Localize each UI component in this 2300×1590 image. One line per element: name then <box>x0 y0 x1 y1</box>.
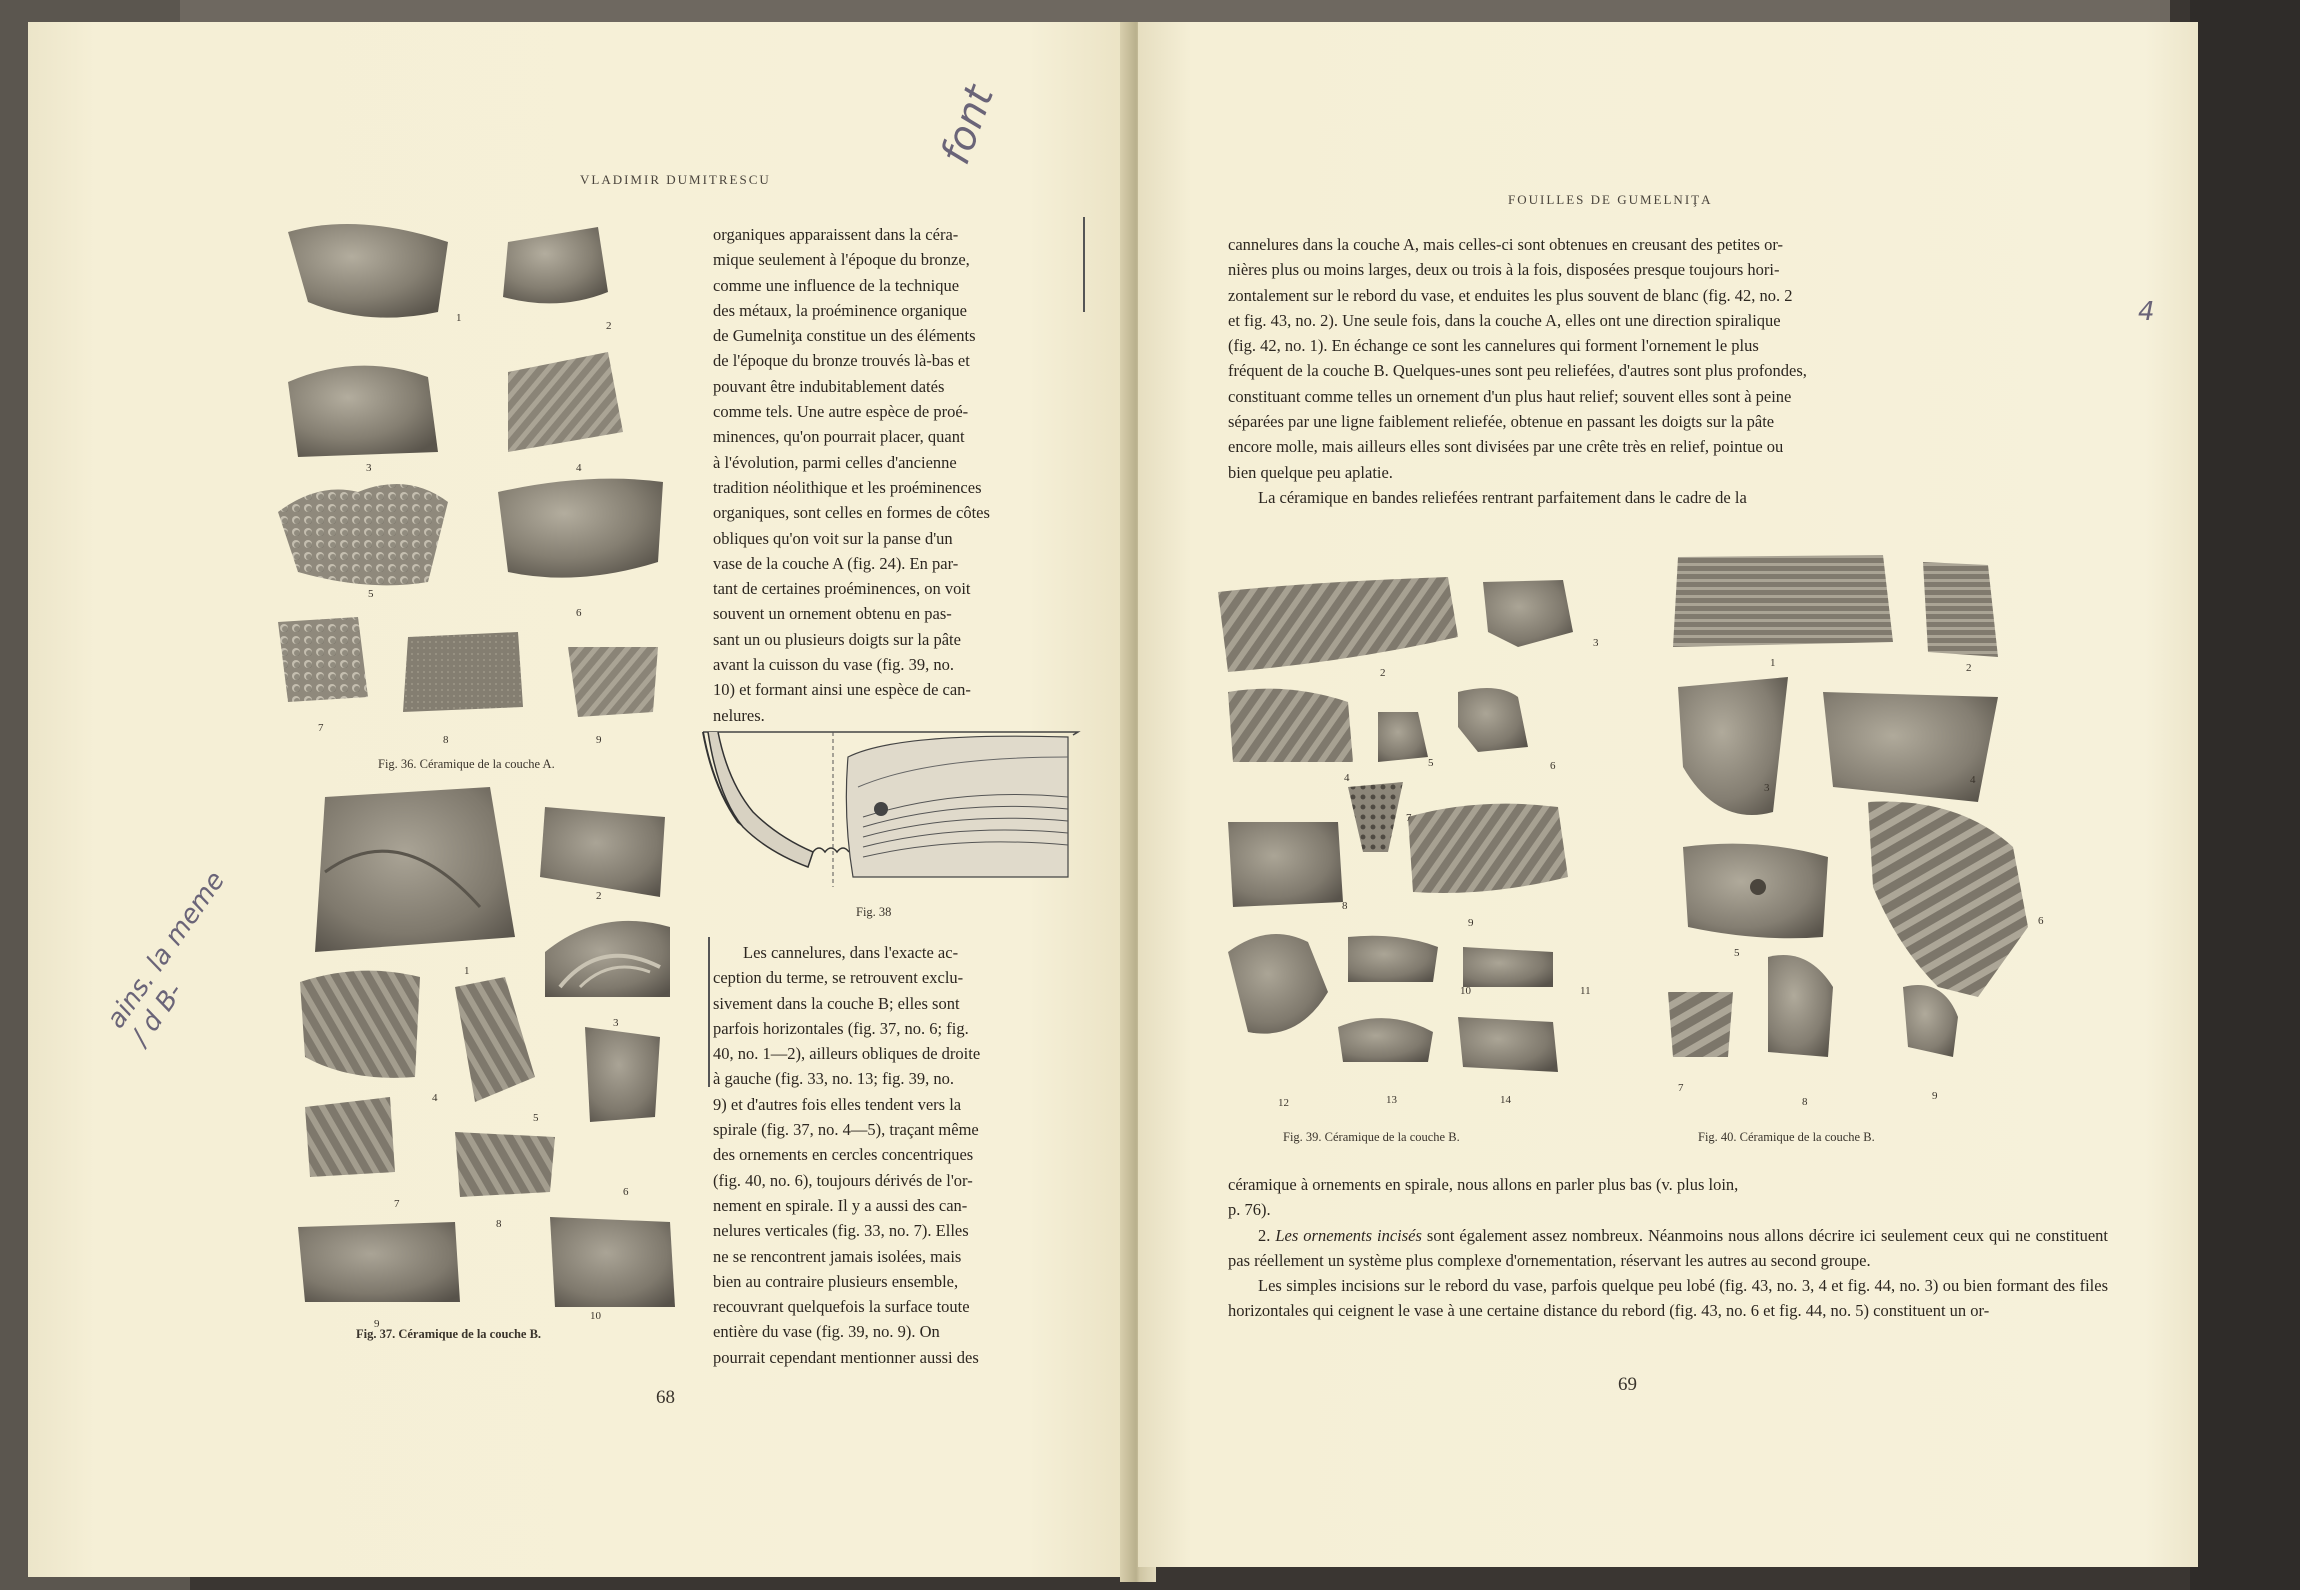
fig36-number: 6 <box>576 607 582 619</box>
text-line: nelures. <box>713 705 765 725</box>
text-line: séparées par une ligne faiblement reliefée, obtenue en passant les doigts sur la pâte <box>1228 412 1775 432</box>
text-line: constituant comme telles un ornement d'un plus haut relief; souvent elles sont à peine <box>1228 386 1792 406</box>
text-line: minences, qu'on pourrait placer, quant <box>713 427 965 447</box>
text-line: 40, no. 1—2), ailleurs obliques de droite <box>713 1044 981 1064</box>
fig37-number: 2 <box>596 890 602 902</box>
fig39-number: 3 <box>1593 637 1599 649</box>
fig36-number: 9 <box>596 734 602 746</box>
right-text-top <box>1228 232 2108 510</box>
margin-line <box>708 937 710 1087</box>
text-line: ception du terme, se retrouvent exclu- <box>713 968 964 988</box>
margin-mark: 4 <box>2138 297 2155 327</box>
left-text-top <box>713 222 1093 728</box>
text-line: organiques, sont celles en formes de côtes <box>713 503 990 523</box>
fig40-plate <box>1658 547 2058 1097</box>
fig37-number: 9 <box>374 1318 380 1330</box>
fig39-number: 13 <box>1386 1094 1397 1106</box>
running-head-right: FOUILLES DE GUMELNIŢA <box>1508 192 1713 207</box>
fig40-number: 8 <box>1802 1096 1808 1108</box>
fig39-number: 11 <box>1580 985 1591 997</box>
paragraph-label: 2. <box>1258 1225 1276 1245</box>
text-line: de l'époque du bronze trouvés là-bas et <box>713 351 970 371</box>
fig39-number: 4 <box>1344 772 1350 784</box>
handwritten-note-margin: ains. la meme / d B- <box>101 866 232 1052</box>
text-line: (fig. 42, no. 1). En échange ce sont les cannelures qui forment l'ornement le plus <box>1228 336 1759 356</box>
fig37-number: 6 <box>623 1186 629 1198</box>
text-line: sant un ou plusieurs doigts sur la pâte <box>713 629 961 649</box>
text-line: (fig. 40, no. 6), toujours dérivés de l'or- <box>713 1170 973 1190</box>
handwritten-note-top: font <box>932 79 1004 171</box>
text-line: organiques apparaissent dans la céra- <box>713 225 959 244</box>
fig40-number: 5 <box>1734 947 1740 959</box>
fig40-number: 7 <box>1678 1082 1684 1094</box>
fig36-number: 3 <box>366 462 372 474</box>
text-line: parfois horizontales (fig. 37, no. 6; fig. <box>713 1018 969 1038</box>
left-text-bottom <box>713 940 1093 1370</box>
text-line: des métaux, la proéminence organique <box>713 300 967 320</box>
text-line: sivement dans la couche B; elles sont <box>713 993 960 1013</box>
fig39-number: 8 <box>1342 900 1348 912</box>
right-text-bottom <box>1228 1172 2108 1324</box>
text-line: nières plus ou moins larges, deux ou trois à la fois, disposées presque toujours hori- <box>1228 260 1780 280</box>
text-line: 9) et d'autres fois elles tendent vers la <box>713 1094 962 1114</box>
fig36-number: 7 <box>318 722 324 734</box>
fig36-plate <box>278 202 698 762</box>
text-line: bien au contraire plusieurs ensemble, <box>713 1271 959 1291</box>
page-number-right: 69 <box>1618 1374 1637 1395</box>
text-line: et fig. 43, no. 2). Une seule fois, dans la couche A, elles ont une direction spiralique <box>1228 310 1781 330</box>
text-line: mique seulement à l'époque du bronze, <box>713 250 970 270</box>
text-line: La céramique en bandes reliefées rentrant parfaitement dans le cadre de la <box>1258 487 1747 507</box>
fig38-caption: Fig. 38 <box>856 905 892 919</box>
fig36-number: 4 <box>576 462 582 474</box>
text-line: spirale (fig. 37, no. 4—5), traçant même <box>713 1120 979 1140</box>
fig36-caption: Fig. 36. Céramique de la couche A. <box>378 757 555 771</box>
fig40-number: 9 <box>1932 1090 1938 1102</box>
text-line: 10) et formant ainsi une espèce de can- <box>713 680 971 700</box>
text-line: ne se rencontrent jamais isolées, mais <box>713 1246 962 1266</box>
fig39-caption: Fig. 39. Céramique de la couche B. <box>1283 1130 1460 1144</box>
text-line: cannelures dans la couche A, mais celles-ci sont obtenues en creusant des petites or- <box>1228 235 1783 254</box>
fig37-number: 4 <box>432 1092 438 1104</box>
text-line: p. 76). <box>1228 1200 1271 1220</box>
fig40-number: 2 <box>1966 662 1972 674</box>
text-line: tradition néolithique et les proéminences <box>713 477 982 497</box>
text-line: Les cannelures, dans l'exacte ac- <box>743 943 959 962</box>
paragraph-emphasis: Les ornements incisés <box>1275 1225 1422 1245</box>
text-line: souvent un ornement obtenu en pas- <box>713 604 952 624</box>
paragraph-text: sont également assez nombreux. Néanmoins nous allons décrire ici seulement ceux qui ne constituent pas réellement un système plus complexe d'ornementation, réservant les autres au second groupe. <box>1228 1225 2108 1270</box>
text-line: pourrait cependant mentionner aussi des <box>713 1347 979 1367</box>
text-line: obliques qu'on voit sur la panse d'un <box>713 528 953 548</box>
text-line: comme une influence de la technique <box>713 275 960 295</box>
text-line: zontalement sur le rebord du vase, et enduites les plus souvent de blanc (fig. 42, no. 2 <box>1228 285 1793 305</box>
fig39-number: 5 <box>1428 757 1434 769</box>
fig40-number: 4 <box>1970 774 1976 786</box>
fig39-number: 6 <box>1550 760 1556 772</box>
fig39-number: 14 <box>1500 1094 1511 1106</box>
fig39-number: 10 <box>1460 985 1471 997</box>
text-line: entière du vase (fig. 39, no. 9). On <box>713 1322 940 1342</box>
right-page <box>1138 22 2198 1567</box>
text-line: comme tels. Une autre espèce de proé- <box>713 402 969 422</box>
fig40-number: 6 <box>2038 915 2044 927</box>
fig37-number: 7 <box>394 1198 400 1210</box>
fig37-number: 10 <box>590 1310 601 1322</box>
text-line: encore molle, mais ailleurs elles sont divisées par une crête très en relief, pointue ou <box>1228 437 1784 457</box>
text-line: nelures verticales (fig. 33, no. 7). Elles <box>713 1221 969 1241</box>
fig37-plate <box>290 777 710 1337</box>
text-line: fréquent de la couche B. Quelques-unes sont peu reliefées, d'autres sont plus profondes, <box>1228 361 1807 381</box>
fig39-number: 7 <box>1406 812 1412 824</box>
text-line: vase de la couche A (fig. 24). En par- <box>713 553 959 573</box>
text-line: des ornements en cercles concentriques <box>713 1145 974 1165</box>
fig39-number: 9 <box>1468 917 1474 929</box>
left-page <box>28 22 1138 1577</box>
text-line: recouvrant quelquefois la surface toute <box>713 1297 970 1317</box>
text-line: nement en spirale. Il y a aussi des can- <box>713 1195 968 1215</box>
fig39-number: 12 <box>1278 1097 1289 1109</box>
running-head-left: VLADIMIR DUMITRESCU <box>580 172 771 187</box>
fig36-number: 1 <box>456 312 462 324</box>
page-number-left: 68 <box>656 1387 675 1408</box>
fig40-caption: Fig. 40. Céramique de la couche B. <box>1698 1130 1875 1144</box>
fig37-number: 3 <box>613 1017 619 1029</box>
fig37-caption: Fig. 37. Céramique de la couche B. <box>356 1327 542 1341</box>
text-line: à gauche (fig. 33, no. 13; fig. 39, no. <box>713 1069 955 1089</box>
paragraph-text: Les simples incisions sur le rebord du vase, parfois quelque peu lobé (fig. 43, no. 3, 4 et fig. 44, no. 3) ou bien formant des files horizontales qui ceignent le vase à une certaine distance du rebord (fig. 43, no. 6 et fig. 44, no. 5) constituent un or- <box>1228 1276 2108 1321</box>
text-line: de Gumelniţa constitue un des éléments <box>713 326 976 346</box>
text-line: avant la cuisson du vase (fig. 39, no. <box>713 655 955 675</box>
fig40-number: 1 <box>1770 657 1776 669</box>
fig37-number: 5 <box>533 1112 539 1124</box>
text-line: pouvant être indubitablement datés <box>713 376 945 396</box>
background-right-cover <box>2190 0 2300 1590</box>
fig40-number: 3 <box>1764 782 1770 794</box>
fig36-number: 8 <box>443 734 449 746</box>
fig36-number: 5 <box>368 588 374 600</box>
fig38-drawing <box>698 727 1098 897</box>
fig39-plate <box>1218 562 1638 1092</box>
fig39-number: 2 <box>1380 667 1386 679</box>
text-line: bien quelque peu aplatie. <box>1228 462 1393 482</box>
text-line: céramique à ornements en spirale, nous allons en parler plus bas (v. plus loin, <box>1228 1175 1739 1194</box>
fig37-number: 1 <box>464 965 470 977</box>
text-line: à l'évolution, parmi celles d'ancienne <box>713 452 957 472</box>
fig37-number: 8 <box>496 1218 502 1230</box>
fig36-number: 2 <box>606 320 612 332</box>
text-line: tant de certaines proéminences, on voit <box>713 579 971 599</box>
paragraph-incises <box>1228 1223 2108 1274</box>
